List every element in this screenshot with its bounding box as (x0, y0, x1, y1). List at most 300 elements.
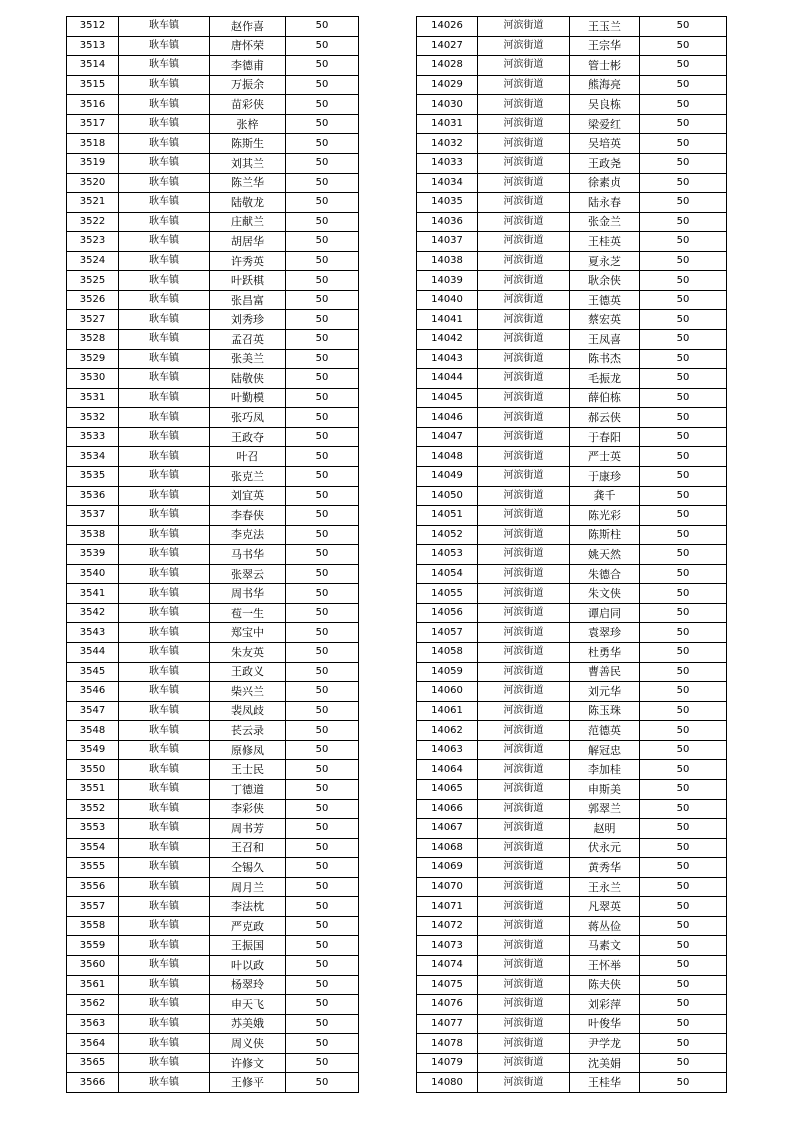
serial-number-cell: 14053 (417, 545, 478, 565)
amount-cell: 50 (286, 525, 359, 545)
town-cell: 耿车镇 (119, 525, 210, 545)
name-cell: 李加桂 (570, 760, 640, 780)
town-cell: 河滨街道 (478, 897, 570, 917)
amount-cell: 50 (640, 466, 727, 486)
table-row (417, 369, 727, 389)
table-row (417, 877, 727, 897)
table-row (67, 1034, 359, 1054)
serial-number-cell: 14044 (417, 369, 478, 389)
amount-cell: 50 (286, 995, 359, 1015)
serial-number-cell: 14072 (417, 916, 478, 936)
amount-cell: 50 (640, 251, 727, 271)
town-cell: 耿车镇 (119, 56, 210, 76)
table-row (417, 838, 727, 858)
town-cell: 耿车镇 (119, 193, 210, 213)
amount-cell: 50 (286, 603, 359, 623)
table-row (67, 799, 359, 819)
amount-cell: 50 (640, 369, 727, 389)
town-cell: 耿车镇 (119, 799, 210, 819)
amount-cell: 50 (640, 408, 727, 428)
name-cell: 严士英 (570, 447, 640, 467)
name-cell: 杜勇华 (570, 643, 640, 663)
serial-number-cell: 3536 (67, 486, 119, 506)
name-cell: 陆永春 (570, 193, 640, 213)
amount-cell: 50 (286, 290, 359, 310)
table-row (67, 506, 359, 526)
table-row (417, 799, 727, 819)
town-cell: 耿车镇 (119, 760, 210, 780)
town-cell: 耿车镇 (119, 114, 210, 134)
table-row (417, 721, 727, 741)
serial-number-cell: 14071 (417, 897, 478, 917)
amount-cell: 50 (286, 858, 359, 878)
amount-cell: 50 (286, 173, 359, 193)
table-row (417, 760, 727, 780)
amount-cell: 50 (286, 956, 359, 976)
name-cell: 仝锡久 (210, 858, 286, 878)
table-row (417, 897, 727, 917)
amount-cell: 50 (640, 721, 727, 741)
town-cell: 耿车镇 (119, 408, 210, 428)
town-cell: 河滨街道 (478, 740, 570, 760)
serial-number-cell: 3534 (67, 447, 119, 467)
table-row (417, 701, 727, 721)
name-cell: 郭翠兰 (570, 799, 640, 819)
table-row (417, 740, 727, 760)
name-cell: 严克政 (210, 916, 286, 936)
amount-cell: 50 (286, 310, 359, 330)
table-row (417, 564, 727, 584)
serial-number-cell: 3561 (67, 975, 119, 995)
serial-number-cell: 3537 (67, 506, 119, 526)
table-row (67, 330, 359, 350)
town-cell: 耿车镇 (119, 721, 210, 741)
amount-cell: 50 (640, 1014, 727, 1034)
name-cell: 赵作喜 (210, 17, 286, 37)
serial-number-cell: 14076 (417, 995, 478, 1015)
table-row (67, 682, 359, 702)
town-cell: 耿车镇 (119, 486, 210, 506)
serial-number-cell: 3529 (67, 349, 119, 369)
amount-cell: 50 (640, 858, 727, 878)
serial-number-cell: 3525 (67, 271, 119, 291)
table-row (417, 584, 727, 604)
town-cell: 河滨街道 (478, 1073, 570, 1093)
name-cell: 柴兴兰 (210, 682, 286, 702)
serial-number-cell: 3546 (67, 682, 119, 702)
amount-cell: 50 (286, 779, 359, 799)
name-cell: 曹善民 (570, 662, 640, 682)
name-cell: 申天飞 (210, 995, 286, 1015)
town-cell: 河滨街道 (478, 330, 570, 350)
table-row (417, 1014, 727, 1034)
serial-number-cell: 14068 (417, 838, 478, 858)
name-cell: 龚千 (570, 486, 640, 506)
name-cell: 刘彩萍 (570, 995, 640, 1015)
serial-number-cell: 14057 (417, 623, 478, 643)
serial-number-cell: 3563 (67, 1014, 119, 1034)
table-row (417, 916, 727, 936)
serial-number-cell: 3542 (67, 603, 119, 623)
name-cell: 庄献兰 (210, 212, 286, 232)
amount-cell: 50 (640, 877, 727, 897)
serial-number-cell: 14067 (417, 819, 478, 839)
table-row (417, 388, 727, 408)
name-cell: 孟召英 (210, 330, 286, 350)
town-cell: 耿车镇 (119, 877, 210, 897)
table-row (67, 271, 359, 291)
town-cell: 耿车镇 (119, 819, 210, 839)
amount-cell: 50 (286, 56, 359, 76)
serial-number-cell: 14063 (417, 740, 478, 760)
name-cell: 王桂英 (570, 232, 640, 252)
amount-cell: 50 (640, 114, 727, 134)
table-row (417, 349, 727, 369)
amount-cell: 50 (286, 75, 359, 95)
name-cell: 许修文 (210, 1053, 286, 1073)
amount-cell: 50 (286, 799, 359, 819)
serial-number-cell: 14052 (417, 525, 478, 545)
serial-number-cell: 14046 (417, 408, 478, 428)
table-row (67, 975, 359, 995)
amount-cell: 50 (640, 427, 727, 447)
table-row (67, 1073, 359, 1093)
serial-number-cell: 3520 (67, 173, 119, 193)
serial-number-cell: 14055 (417, 584, 478, 604)
town-cell: 耿车镇 (119, 506, 210, 526)
town-cell: 河滨街道 (478, 564, 570, 584)
table-row (67, 623, 359, 643)
serial-number-cell: 3514 (67, 56, 119, 76)
serial-number-cell: 14041 (417, 310, 478, 330)
name-cell: 万振余 (210, 75, 286, 95)
name-cell: 张梓 (210, 114, 286, 134)
name-cell: 王政义 (210, 662, 286, 682)
serial-number-cell: 3540 (67, 564, 119, 584)
table-row (417, 232, 727, 252)
table-row (417, 545, 727, 565)
table-row (417, 75, 727, 95)
name-cell: 朱文侠 (570, 584, 640, 604)
name-cell: 于春阳 (570, 427, 640, 447)
name-cell: 王桂华 (570, 1073, 640, 1093)
town-cell: 耿车镇 (119, 995, 210, 1015)
town-cell: 耿车镇 (119, 95, 210, 115)
table-row (417, 447, 727, 467)
table-row (417, 623, 727, 643)
amount-cell: 50 (286, 545, 359, 565)
name-cell: 夏永芝 (570, 251, 640, 271)
serial-number-cell: 14027 (417, 36, 478, 56)
serial-number-cell: 3531 (67, 388, 119, 408)
town-cell: 河滨街道 (478, 75, 570, 95)
town-cell: 耿车镇 (119, 1014, 210, 1034)
amount-cell: 50 (640, 956, 727, 976)
serial-number-cell: 14031 (417, 114, 478, 134)
serial-number-cell: 3539 (67, 545, 119, 565)
town-cell: 河滨街道 (478, 995, 570, 1015)
town-cell: 河滨街道 (478, 349, 570, 369)
serial-number-cell: 14051 (417, 506, 478, 526)
name-cell: 王德英 (570, 290, 640, 310)
table-row (417, 662, 727, 682)
amount-cell: 50 (286, 408, 359, 428)
serial-number-cell: 3558 (67, 916, 119, 936)
table-row (417, 975, 727, 995)
amount-cell: 50 (286, 114, 359, 134)
serial-number-cell: 3547 (67, 701, 119, 721)
serial-number-cell: 14047 (417, 427, 478, 447)
town-cell: 河滨街道 (478, 760, 570, 780)
serial-number-cell: 14054 (417, 564, 478, 584)
name-cell: 杨翠玲 (210, 975, 286, 995)
serial-number-cell: 14037 (417, 232, 478, 252)
name-cell: 陈斯柱 (570, 525, 640, 545)
amount-cell: 50 (640, 212, 727, 232)
name-cell: 叶以政 (210, 956, 286, 976)
table-row (67, 486, 359, 506)
town-cell: 河滨街道 (478, 310, 570, 330)
town-cell: 河滨街道 (478, 525, 570, 545)
serial-number-cell: 3565 (67, 1053, 119, 1073)
town-cell: 耿车镇 (119, 271, 210, 291)
table-row (417, 56, 727, 76)
serial-number-cell: 14040 (417, 290, 478, 310)
table-row (67, 701, 359, 721)
serial-number-cell: 14045 (417, 388, 478, 408)
town-cell: 河滨街道 (478, 838, 570, 858)
town-cell: 耿车镇 (119, 956, 210, 976)
town-cell: 耿车镇 (119, 290, 210, 310)
name-cell: 姚天然 (570, 545, 640, 565)
town-cell: 河滨街道 (478, 799, 570, 819)
name-cell: 王政夺 (210, 427, 286, 447)
town-cell: 耿车镇 (119, 779, 210, 799)
serial-number-cell: 3566 (67, 1073, 119, 1093)
town-cell: 河滨街道 (478, 466, 570, 486)
amount-cell: 50 (640, 682, 727, 702)
name-cell: 张巧凤 (210, 408, 286, 428)
amount-cell: 50 (640, 1073, 727, 1093)
name-cell: 许秀英 (210, 251, 286, 271)
amount-cell: 50 (640, 584, 727, 604)
amount-cell: 50 (640, 799, 727, 819)
table-row (67, 212, 359, 232)
amount-cell: 50 (286, 251, 359, 271)
amount-cell: 50 (286, 701, 359, 721)
name-cell: 陈斯生 (210, 134, 286, 154)
name-cell: 范德英 (570, 721, 640, 741)
serial-number-cell: 3518 (67, 134, 119, 154)
name-cell: 周书华 (210, 584, 286, 604)
table-row (67, 643, 359, 663)
name-cell: 苏美娥 (210, 1014, 286, 1034)
serial-number-cell: 14058 (417, 643, 478, 663)
amount-cell: 50 (640, 1053, 727, 1073)
town-cell: 耿车镇 (119, 1073, 210, 1093)
town-cell: 河滨街道 (478, 134, 570, 154)
name-cell: 耿余侠 (570, 271, 640, 291)
serial-number-cell: 14034 (417, 173, 478, 193)
serial-number-cell: 3557 (67, 897, 119, 917)
serial-number-cell: 3533 (67, 427, 119, 447)
serial-number-cell: 3517 (67, 114, 119, 134)
table-row (417, 1053, 727, 1073)
serial-number-cell: 3549 (67, 740, 119, 760)
town-cell: 耿车镇 (119, 682, 210, 702)
serial-number-cell: 3545 (67, 662, 119, 682)
town-cell: 耿车镇 (119, 330, 210, 350)
serial-number-cell: 3528 (67, 330, 119, 350)
amount-cell: 50 (640, 193, 727, 213)
name-cell: 管士彬 (570, 56, 640, 76)
serial-number-cell: 3552 (67, 799, 119, 819)
amount-cell: 50 (286, 134, 359, 154)
serial-number-cell: 14080 (417, 1073, 478, 1093)
serial-number-cell: 14032 (417, 134, 478, 154)
name-cell: 李德甫 (210, 56, 286, 76)
serial-number-cell: 14042 (417, 330, 478, 350)
town-cell: 河滨街道 (478, 290, 570, 310)
table-row (417, 643, 727, 663)
town-cell: 耿车镇 (119, 232, 210, 252)
town-cell: 河滨街道 (478, 975, 570, 995)
amount-cell: 50 (286, 232, 359, 252)
serial-number-cell: 14048 (417, 447, 478, 467)
serial-number-cell: 3538 (67, 525, 119, 545)
amount-cell: 50 (640, 525, 727, 545)
table-row (417, 36, 727, 56)
right-table (416, 16, 727, 1093)
table-row (417, 819, 727, 839)
name-cell: 解冠忠 (570, 740, 640, 760)
town-cell: 河滨街道 (478, 1014, 570, 1034)
name-cell: 刘元华 (570, 682, 640, 702)
table-row (417, 956, 727, 976)
amount-cell: 50 (640, 173, 727, 193)
table-row (417, 408, 727, 428)
amount-cell: 50 (286, 936, 359, 956)
town-cell: 耿车镇 (119, 349, 210, 369)
table-row (67, 369, 359, 389)
town-cell: 耿车镇 (119, 388, 210, 408)
town-cell: 河滨街道 (478, 173, 570, 193)
table-row (417, 1073, 727, 1093)
amount-cell: 50 (640, 916, 727, 936)
town-cell: 河滨街道 (478, 251, 570, 271)
table-row (67, 858, 359, 878)
table-row (67, 36, 359, 56)
table-row (417, 466, 727, 486)
serial-number-cell: 14030 (417, 95, 478, 115)
amount-cell: 50 (640, 701, 727, 721)
amount-cell: 50 (286, 897, 359, 917)
serial-number-cell: 3516 (67, 95, 119, 115)
table-row (417, 95, 727, 115)
table-row (67, 525, 359, 545)
town-cell: 河滨街道 (478, 936, 570, 956)
serial-number-cell: 14065 (417, 779, 478, 799)
amount-cell: 50 (286, 153, 359, 173)
serial-number-cell: 14073 (417, 936, 478, 956)
amount-cell: 50 (286, 193, 359, 213)
name-cell: 谭启同 (570, 603, 640, 623)
serial-number-cell: 14028 (417, 56, 478, 76)
amount-cell: 50 (286, 1014, 359, 1034)
amount-cell: 50 (286, 506, 359, 526)
amount-cell: 50 (640, 643, 727, 663)
table-row (67, 564, 359, 584)
table-row (67, 936, 359, 956)
serial-number-cell: 3541 (67, 584, 119, 604)
name-cell: 李法枕 (210, 897, 286, 917)
table-row (417, 486, 727, 506)
amount-cell: 50 (640, 779, 727, 799)
table-row (67, 17, 359, 37)
amount-cell: 50 (640, 36, 727, 56)
amount-cell: 50 (286, 916, 359, 936)
name-cell: 王政尧 (570, 153, 640, 173)
table-row (417, 271, 727, 291)
table-row (67, 290, 359, 310)
name-cell: 梁爱红 (570, 114, 640, 134)
name-cell: 苗彩侠 (210, 95, 286, 115)
table-row (67, 1014, 359, 1034)
amount-cell: 50 (286, 349, 359, 369)
town-cell: 耿车镇 (119, 838, 210, 858)
name-cell: 周义侠 (210, 1034, 286, 1054)
serial-number-cell: 3524 (67, 251, 119, 271)
amount-cell: 50 (286, 584, 359, 604)
amount-cell: 50 (640, 506, 727, 526)
name-cell: 陈兰华 (210, 173, 286, 193)
serial-number-cell: 14038 (417, 251, 478, 271)
town-cell: 河滨街道 (478, 779, 570, 799)
amount-cell: 50 (286, 1053, 359, 1073)
town-cell: 河滨街道 (478, 408, 570, 428)
name-cell: 赵明 (570, 819, 640, 839)
name-cell: 徐素贞 (570, 173, 640, 193)
name-cell: 张美兰 (210, 349, 286, 369)
amount-cell: 50 (640, 271, 727, 291)
table-row (67, 877, 359, 897)
name-cell: 马素文 (570, 936, 640, 956)
name-cell: 沈美娟 (570, 1053, 640, 1073)
town-cell: 耿车镇 (119, 975, 210, 995)
name-cell: 于康珍 (570, 466, 640, 486)
town-cell: 河滨街道 (478, 212, 570, 232)
name-cell: 胡居华 (210, 232, 286, 252)
name-cell: 丁德道 (210, 779, 286, 799)
town-cell: 河滨街道 (478, 721, 570, 741)
name-cell: 张翠云 (210, 564, 286, 584)
name-cell: 叶俊华 (570, 1014, 640, 1034)
name-cell: 朱德合 (570, 564, 640, 584)
name-cell: 吴良栋 (570, 95, 640, 115)
name-cell: 凡翠英 (570, 897, 640, 917)
town-cell: 耿车镇 (119, 466, 210, 486)
serial-number-cell: 3532 (67, 408, 119, 428)
amount-cell: 50 (640, 349, 727, 369)
table-row (67, 897, 359, 917)
serial-number-cell: 3543 (67, 623, 119, 643)
town-cell: 耿车镇 (119, 740, 210, 760)
serial-number-cell: 3521 (67, 193, 119, 213)
town-cell: 耿车镇 (119, 173, 210, 193)
amount-cell: 50 (640, 486, 727, 506)
town-cell: 耿车镇 (119, 701, 210, 721)
table-row (67, 603, 359, 623)
